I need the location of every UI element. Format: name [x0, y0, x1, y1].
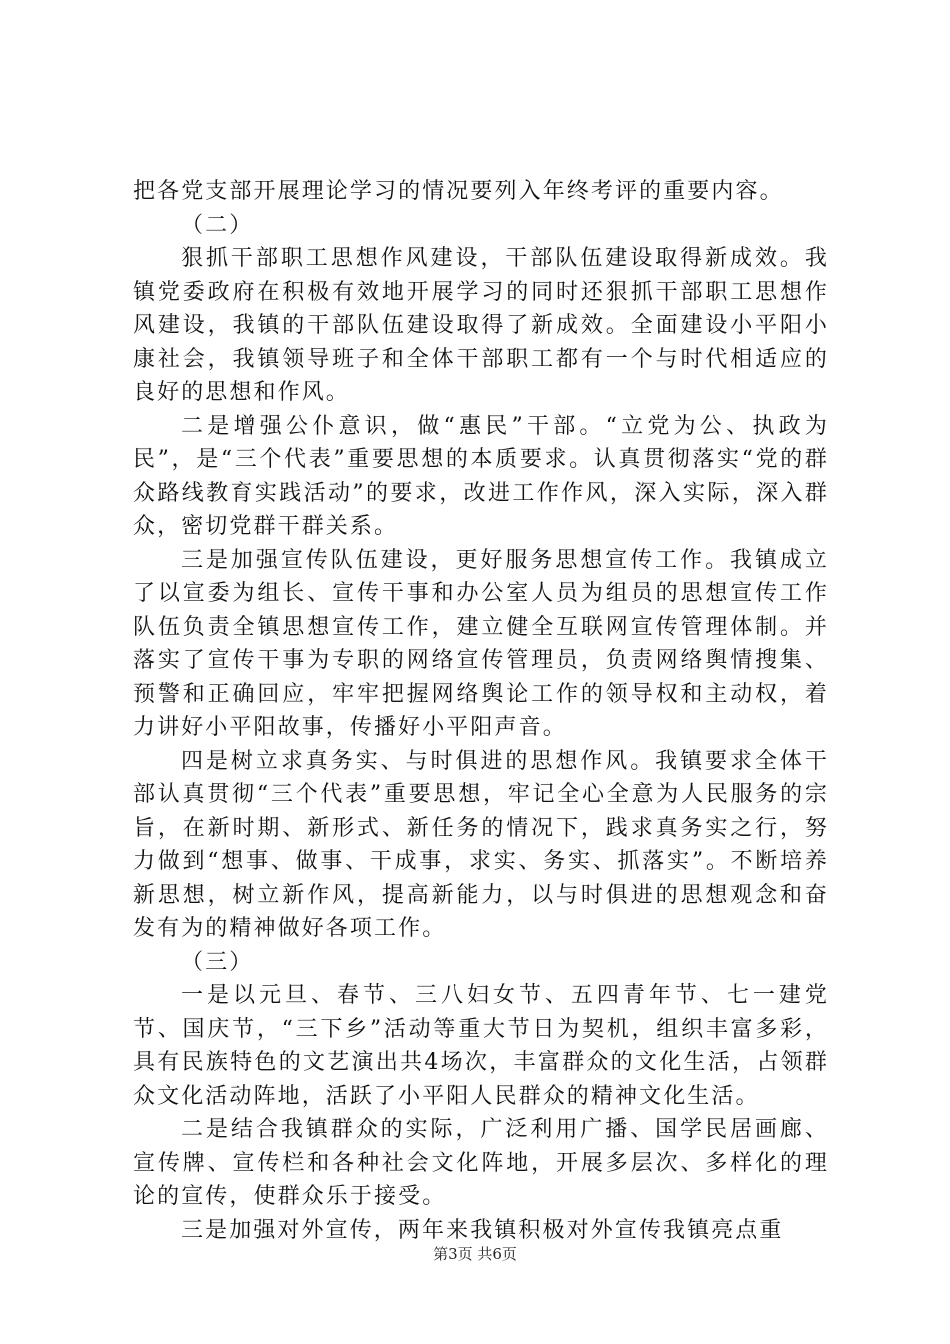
body-paragraph-2: 狠抓干部职工思想作风建设，干部队伍建设取得新成效。我镇党委政府在积极有效地开展学习的同时还狠抓干部职工思想作风建设，我镇的干部队伍建设取得了新成效。全面建设小平阳小康社会，我镇领导班子和全体干部职工都有一个与时代相适应的良好的思想和作风。: [133, 246, 829, 405]
body-paragraph-8: 三是加强对外宣传，两年来我镇积极对外宣传我镇亮点重: [181, 1217, 784, 1243]
body-paragraph-1: 把各党支部开展理论学习的情况要列入年终考评的重要内容。: [133, 179, 784, 204]
document-body: [133, 175, 829, 1247]
body-paragraph-5: 四是树立求真务实、与时俱进的思想作风。我镇要求全体干部认真贯彻“三个代表”重要思想，牢记全心全意为人民服务的宗旨，在新时期、新形式、新任务的情况下，践求真务实之行，努力做到“想事、做事、干成事，求实、务实、抓落实”。不断培养新思想，树立新作风，提高新能力，以与时俱进的思想观念和奋发有为的精神做好各项工作。: [133, 748, 829, 941]
section-heading-3: （三）: [181, 949, 254, 975]
body-paragraph-7: 二是结合我镇群众的实际，广泛利用广播、国学民居画廊、宣传牌、宣传栏和各种社会文化阵地，开展多层次、多样化的理论的宣传，使群众乐于接受。: [133, 1117, 829, 1209]
body-paragraph-3: 二是增强公仆意识，做“惠民”干部。“立党为公、执政为民”，是“三个代表”重要思想的本质要求。认真贯彻落实“党的群众路线教育实践活动”的要求，改进工作作风，深入实际，深入群众，密切党群干群关系。: [133, 413, 829, 539]
body-paragraph-4: 三是加强宣传队伍建设，更好服务思想宣传工作。我镇成立了以宣委为组长、宣传干事和办公室人员为组员的思想宣传工作队伍负责全镇思想宣传工作，建立健全互联网宣传管理体制。并落实了宣传干事为专职的网络宣传管理员，负责网络舆情搜集、预警和正确回应，牢牢把握网络舆论工作的领导权和主动权，着力讲好小平阳故事，传播好小平阳声音。: [133, 547, 829, 740]
body-paragraph-6: 一是以元旦、春节、三八妇女节、五四青年节、七一建党节、国庆节，“三下乡”活动等重大节日为契机，组织丰富多彩，具有民族特色的文艺演出共4场次，丰富群众的文化生活，占领群众文化活动阵地，活跃了小平阳人民群众的精神文化生活。: [133, 983, 829, 1109]
section-heading-2: （二）: [181, 212, 254, 238]
page-number-footer: 第3页 共6页: [433, 1245, 517, 1263]
